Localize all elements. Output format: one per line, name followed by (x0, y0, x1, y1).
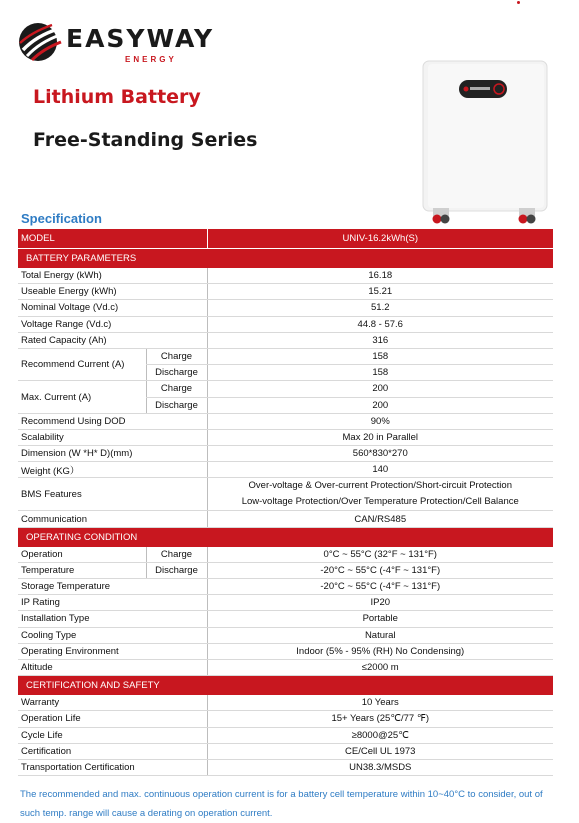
row-label: Communication (18, 511, 207, 527)
bms-line-2: Low-voltage Protection/Over Temperature Protection/Cell Balance (241, 496, 519, 508)
sub-label: Charge (146, 348, 207, 364)
row-value: 90% (207, 413, 553, 429)
row-value: CAN/RS485 (207, 511, 553, 527)
footnote: The recommended and max. continuous operation current is for a battery cell temperature within 10~40°C to consider, out of such temp. range will cause a derating on operation current. (20, 789, 543, 819)
model-value: UNIV-16.2kWh(S) (207, 229, 553, 249)
table-row (18, 284, 553, 300)
row-value: 200 (207, 381, 553, 397)
row-value: ≤2000 m (207, 659, 553, 675)
row-value: 0°C ~ 55°C (32°F ~ 131°F) (207, 547, 553, 563)
row-label: Recommend Current (A) (18, 348, 146, 380)
row-value: 10 Years (207, 695, 553, 711)
battery-product-image (419, 58, 551, 228)
table-row (18, 511, 553, 527)
spec-table (18, 229, 553, 776)
row-label: Scalability (18, 429, 207, 445)
row-value: ≥8000@25℃ (207, 727, 553, 743)
row-value: 44.8 - 57.6 (207, 316, 553, 332)
row-label: Warranty (18, 695, 207, 711)
row-label: Operation Life (18, 711, 207, 727)
row-value: -20°C ~ 55°C (-4°F ~ 131°F) (207, 562, 553, 578)
row-value: Indoor (5% - 95% (RH) No Condensing) (207, 643, 553, 659)
row-label: Voltage Range (Vd.c) (18, 316, 207, 332)
table-row (18, 695, 553, 711)
table-row (18, 643, 553, 659)
row-label: Installation Type (18, 611, 207, 627)
product-title: Lithium Battery (33, 86, 201, 108)
model-label: MODEL (18, 229, 207, 249)
table-row (18, 332, 553, 348)
row-label: Storage Temperature (18, 579, 207, 595)
sub-label: Charge (146, 381, 207, 397)
table-row (18, 579, 553, 595)
row-label: Temperature (18, 562, 146, 578)
table-row (18, 611, 553, 627)
row-value: 316 (207, 332, 553, 348)
spec-heading: Specification (21, 211, 102, 226)
table-row (18, 429, 553, 445)
table-row (18, 759, 553, 775)
row-label: Transportation Certification (18, 759, 207, 775)
table-row (18, 381, 553, 397)
row-value: IP20 (207, 595, 553, 611)
section-title: CERTIFICATION AND SAFETY (18, 676, 553, 696)
row-value: UN38.3/MSDS (207, 759, 553, 775)
row-label: IP Rating (18, 595, 207, 611)
section-battery (18, 249, 553, 269)
row-label: Cycle Life (18, 727, 207, 743)
sub-label: Discharge (146, 397, 207, 413)
table-row (18, 348, 553, 364)
table-row (18, 743, 553, 759)
section-operating (18, 527, 553, 547)
series-title: Free-Standing Series (33, 129, 258, 151)
sub-label: Discharge (146, 562, 207, 578)
table-row (18, 300, 553, 316)
brand-sub: ENERGY (125, 55, 177, 64)
row-label: Total Energy (kWh) (18, 268, 207, 284)
row-value: CE/Cell UL 1973 (207, 743, 553, 759)
row-label: Operation (18, 547, 146, 563)
row-label: Max. Current (A) (18, 381, 146, 413)
bms-line-1: Over-voltage & Over-current Protection/Short-circuit Protection (248, 480, 512, 492)
row-value (207, 478, 553, 511)
table-row (18, 562, 553, 578)
table-row (18, 595, 553, 611)
sub-label: Charge (146, 547, 207, 563)
logo-swoosh-icon (18, 20, 62, 64)
row-label: Rated Capacity (Ah) (18, 332, 207, 348)
table-row (18, 446, 553, 462)
row-label: Altitude (18, 659, 207, 675)
row-label: BMS Features (18, 478, 207, 511)
row-label: Dimension (W *H* D)(mm) (18, 446, 207, 462)
table-row (18, 727, 553, 743)
section-title: BATTERY PARAMETERS (18, 249, 553, 269)
sub-label: Discharge (146, 365, 207, 381)
row-value: 51.2 (207, 300, 553, 316)
table-row (18, 462, 553, 478)
table-row (18, 627, 553, 643)
model-row (18, 229, 553, 249)
row-value: 560*830*270 (207, 446, 553, 462)
row-label: Recommend Using DOD (18, 413, 207, 429)
row-value: Max 20 in Parallel (207, 429, 553, 445)
table-row (18, 547, 553, 563)
row-value: 158 (207, 348, 553, 364)
row-label: Operating Environment (18, 643, 207, 659)
row-value: Portable (207, 611, 553, 627)
table-row (18, 659, 553, 675)
row-value: Natural (207, 627, 553, 643)
row-value: 140 (207, 462, 553, 478)
brand-name: EASYWAY (66, 24, 215, 53)
row-label: Weight (KG） (18, 462, 207, 478)
row-value: 158 (207, 365, 553, 381)
row-label: Nominal Voltage (Vd.c) (18, 300, 207, 316)
row-value: 16.18 (207, 268, 553, 284)
table-row (18, 268, 553, 284)
row-value: -20°C ~ 55°C (-4°F ~ 131°F) (207, 579, 553, 595)
row-value: 200 (207, 397, 553, 413)
table-row (18, 711, 553, 727)
brand-logo (18, 20, 218, 66)
row-label: Useable Energy (kWh) (18, 284, 207, 300)
table-row (18, 316, 553, 332)
table-row (18, 478, 553, 511)
row-value: 15+ Years (25℃/77 ℉) (207, 711, 553, 727)
row-value: 15.21 (207, 284, 553, 300)
row-label: Certification (18, 743, 207, 759)
row-label: Cooling Type (18, 627, 207, 643)
table-row (18, 413, 553, 429)
section-title: OPERATING CONDITION (18, 527, 553, 547)
section-certification (18, 676, 553, 696)
decorative-dot (517, 1, 520, 4)
